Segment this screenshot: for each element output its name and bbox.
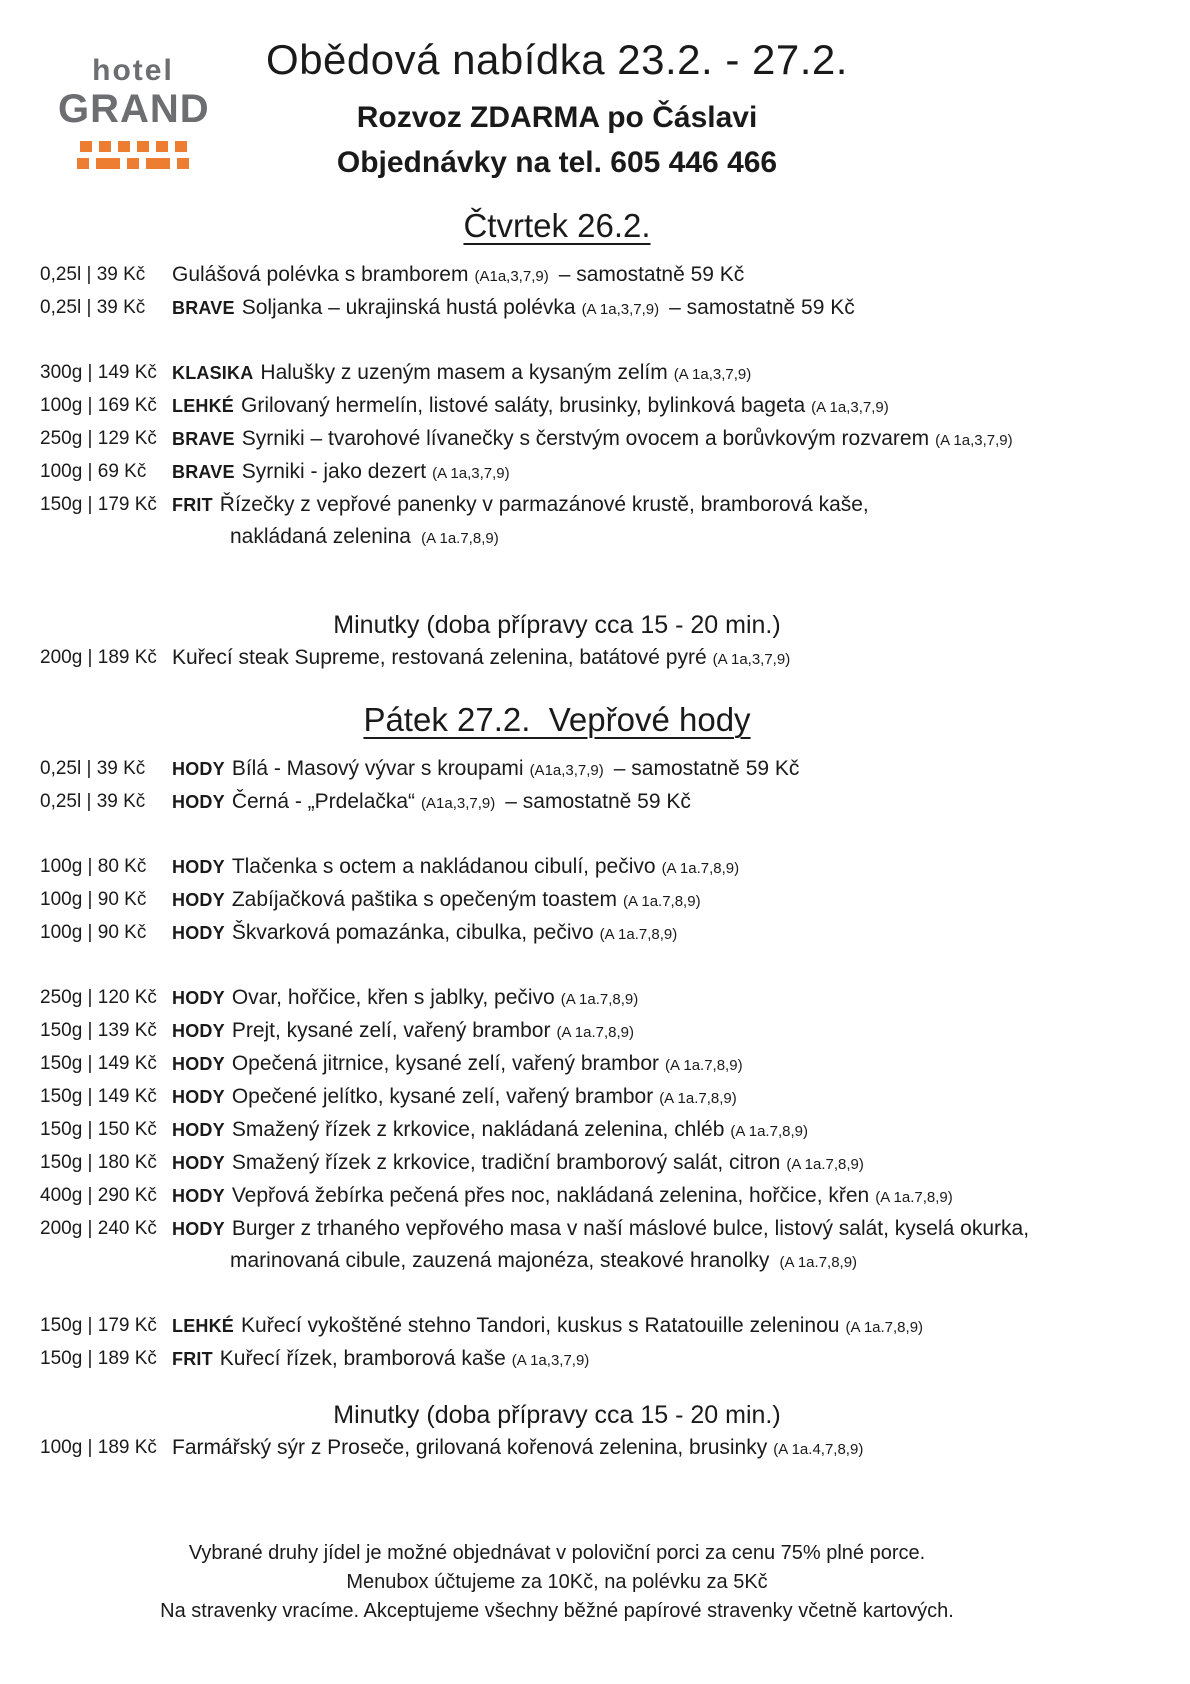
item-allergens: (A 1a,3,7,9)	[712, 651, 791, 669]
minutky-note: Minutky (doba přípravy cca 15 - 20 min.)	[333, 611, 781, 640]
item-allergens: (A 1a,3,7,9)	[432, 465, 510, 483]
item-allergens: (A 1a.7,8,9)	[416, 530, 499, 548]
item-name-continued: nakládaná zelenina	[230, 525, 411, 549]
menu-item-row	[0, 489, 1190, 554]
menu-item-row	[0, 753, 1190, 786]
portion-price: 200g | 189 Kč	[40, 647, 157, 669]
item-description	[172, 642, 1190, 675]
item-allergens: (A 1a.7,8,9)	[556, 1024, 635, 1042]
menu-item-row	[0, 357, 1190, 390]
portion-price: 400g | 290 Kč	[40, 1185, 157, 1207]
item-name: Opečené jelítko, kysané zelí, vařený brambor	[231, 1085, 654, 1109]
footer-note: Na stravenky vracíme. Akceptujeme všechny běžné papírové stravenky včetně kartových.	[160, 1600, 954, 1622]
item-allergens: (A 1a.7,8,9)	[659, 1090, 737, 1108]
item-tag: HODY	[172, 792, 225, 813]
item-name: Syrniki – tvarohové lívanečky s čerstvým ovocem a borůvkovým rozvarem	[241, 427, 930, 451]
menu-item-row	[0, 1343, 1190, 1376]
menu-item-row	[0, 1015, 1190, 1048]
item-description	[172, 851, 1190, 884]
item-tag: HODY	[172, 1054, 225, 1075]
item-allergens: (A 1a.7,8,9)	[875, 1189, 953, 1207]
item-name: Burger z trhaného vepřového masa v naší máslové bulce, listový salát, kyselá okurka,	[231, 1217, 1030, 1241]
item-description	[172, 1015, 1190, 1048]
menu-item-row	[0, 292, 1190, 325]
item-name: Řízečky z vepřové panenky v parmazánové krustě, bramborová kaše,	[219, 493, 869, 517]
item-description	[172, 1114, 1190, 1147]
portion-price: 0,25l | 39 Kč	[40, 758, 146, 780]
portion-price: 200g | 240 Kč	[40, 1218, 157, 1240]
page-title: Obědová nabídka 23.2. - 27.2.	[266, 36, 848, 83]
menu-item-row	[0, 1213, 1190, 1278]
item-description	[172, 489, 1190, 554]
item-description	[172, 786, 1190, 819]
item-tag: HODY	[172, 1153, 225, 1174]
item-description	[172, 357, 1190, 390]
portion-price: 100g | 69 Kč	[40, 461, 147, 483]
menu-footer	[0, 1539, 1190, 1626]
item-tag: HODY	[172, 1219, 225, 1240]
portion-price: 150g | 180 Kč	[40, 1152, 157, 1174]
item-extra-price: – samostatně 59 Kč	[669, 296, 855, 320]
menu-item-row	[0, 1114, 1190, 1147]
hotel-grand-logo	[58, 54, 208, 169]
item-tag: LEHKÉ	[172, 1316, 235, 1337]
item-allergens: (A1a,3,7,9)	[421, 795, 496, 813]
item-tag: BRAVE	[172, 429, 235, 450]
portion-price: 100g | 169 Kč	[40, 395, 157, 417]
item-name: Tlačenka s octem a nakládanou cibulí, pečivo	[231, 855, 656, 879]
logo-text-hotel: hotel	[92, 54, 174, 87]
portion-price: 150g | 149 Kč	[40, 1086, 157, 1108]
item-description	[172, 1147, 1190, 1180]
item-name: Soljanka – ukrajinská hustá polévka	[241, 296, 576, 320]
item-allergens: (A1a,3,7,9)	[529, 762, 604, 780]
dash-row-bottom	[58, 158, 208, 169]
item-description	[172, 259, 1190, 292]
item-description	[172, 1213, 1190, 1278]
spacer	[0, 819, 1190, 851]
portion-price: 300g | 149 Kč	[40, 362, 157, 384]
item-name: Farmářský sýr z Proseče, grilovaná kořenová zelenina, brusinky	[172, 1436, 768, 1460]
item-description	[172, 917, 1190, 950]
item-description	[172, 1432, 1190, 1465]
menu-item-row	[0, 1180, 1190, 1213]
portion-price: 150g | 149 Kč	[40, 1053, 157, 1075]
item-description	[172, 1343, 1190, 1376]
item-tag: LEHKÉ	[172, 396, 235, 417]
item-allergens: (A 1a.7,8,9)	[786, 1156, 864, 1174]
delivery-note: Rozvoz ZDARMA po Čáslavi	[356, 101, 758, 135]
item-description	[172, 982, 1190, 1015]
item-tag: BRAVE	[172, 298, 235, 319]
menu-item-row	[0, 884, 1190, 917]
menu-item-row	[0, 1432, 1190, 1465]
item-allergens: (A 1a,3,7,9)	[673, 366, 752, 384]
item-name-continued: marinovaná cibule, zauzená majonéza, steakové hranolky	[230, 1249, 770, 1273]
item-name: Opečená jitrnice, kysané zelí, vařený brambor	[231, 1052, 660, 1076]
item-description	[172, 1180, 1190, 1213]
item-allergens: (A 1a.7,8,9)	[845, 1319, 924, 1337]
item-name: Vepřová žebírka pečená přes noc, nakládaná zelenina, hořčice, křen	[231, 1184, 870, 1208]
item-name: Halušky z uzeným masem a kysaným zelím	[260, 361, 668, 385]
footer-note: Menubox účtujeme za 10Kč, na polévku za 5Kč	[346, 1571, 768, 1593]
item-tag: HODY	[172, 759, 225, 780]
portion-price: 250g | 120 Kč	[40, 987, 157, 1009]
item-extra-price: – samostatně 59 Kč	[613, 757, 800, 781]
item-tag: FRIT	[172, 495, 213, 516]
item-name: Grilovaný hermelín, listové saláty, brusinky, bylinková bageta	[241, 394, 806, 418]
menu-item-row	[0, 642, 1190, 675]
item-second-line	[172, 1245, 1166, 1278]
item-allergens: (A 1a.7,8,9)	[661, 860, 740, 878]
spacer	[0, 325, 1190, 357]
menu-item-row	[0, 1048, 1190, 1081]
item-allergens: (A 1a.7,8,9)	[665, 1057, 743, 1075]
item-allergens: (A 1a.7,8,9)	[775, 1254, 858, 1272]
item-tag: HODY	[172, 1120, 225, 1141]
item-allergens: (A 1a.7,8,9)	[599, 926, 678, 944]
item-tag: FRIT	[172, 1349, 213, 1370]
item-allergens: (A 1a,3,7,9)	[511, 1352, 590, 1370]
item-description	[172, 1048, 1190, 1081]
item-name: Ovar, hořčice, křen s jablky, pečivo	[231, 986, 555, 1010]
item-name: Kuřecí vykoštěné stehno Tandori, kuskus s Ratatouille zeleninou	[241, 1314, 840, 1338]
menu-item-row	[0, 390, 1190, 423]
portion-price: 0,25l | 39 Kč	[40, 264, 146, 286]
item-allergens: (A 1a.7,8,9)	[623, 893, 701, 911]
item-description	[172, 1081, 1190, 1114]
item-tag: BRAVE	[172, 462, 235, 483]
menu-item-row	[0, 917, 1190, 950]
portion-price: 150g | 189 Kč	[40, 1348, 157, 1370]
item-allergens: (A 1a,3,7,9)	[811, 399, 889, 417]
item-description	[172, 456, 1190, 489]
logo-dashes-icon	[58, 141, 208, 169]
menu-item-row	[0, 1147, 1190, 1180]
item-name: Kuřecí řízek, bramborová kaše	[219, 1347, 506, 1371]
portion-price: 100g | 189 Kč	[40, 1437, 157, 1459]
item-allergens: (A 1a.7,8,9)	[730, 1123, 808, 1141]
menu-item-row	[0, 982, 1190, 1015]
item-tag: HODY	[172, 1021, 225, 1042]
logo-text-grand: GRAND	[58, 87, 210, 131]
section-body	[0, 753, 1190, 1465]
phone-order-note: Objednávky na tel. 605 446 466	[336, 146, 778, 180]
item-tag: HODY	[172, 923, 225, 944]
item-tag: KLASIKA	[172, 363, 254, 384]
item-allergens: (A 1a,3,7,9)	[935, 432, 1013, 450]
item-allergens: (A1a,3,7,9)	[474, 268, 549, 286]
item-description	[172, 423, 1190, 456]
item-extra-price: – samostatně 59 Kč	[505, 790, 691, 814]
menu-item-row	[0, 786, 1190, 819]
item-description	[172, 884, 1190, 917]
spacer	[0, 1278, 1190, 1310]
item-description	[172, 292, 1190, 325]
item-name: Smažený řízek z krkovice, tradiční bramborový salát, citron	[231, 1151, 781, 1175]
footer-note: Vybrané druhy jídel je možné objednávat v poloviční porci za cenu 75% plné porce.	[188, 1542, 926, 1564]
item-name: Zabíjačková paštika s opečeným toastem	[231, 888, 618, 912]
item-second-line	[172, 521, 1166, 554]
portion-price: 0,25l | 39 Kč	[40, 297, 146, 319]
item-allergens: (A 1a.4,7,8,9)	[773, 1441, 864, 1459]
dash-row-top	[58, 141, 208, 152]
item-description	[172, 390, 1190, 423]
menu-header	[0, 36, 1190, 181]
item-tag: HODY	[172, 857, 225, 878]
item-tag: HODY	[172, 1186, 225, 1207]
section-title: Čtvrtek 26.2.	[463, 207, 651, 245]
portion-price: 150g | 139 Kč	[40, 1020, 157, 1042]
item-allergens: (A 1a.7,8,9)	[560, 991, 639, 1009]
section-title: Pátek 27.2. Vepřové hody	[363, 701, 751, 739]
item-extra-price: – samostatně 59 Kč	[558, 263, 745, 287]
item-name: Bílá - Masový vývar s kroupami	[231, 757, 524, 781]
menu-item-row	[0, 456, 1190, 489]
portion-price: 100g | 90 Kč	[40, 922, 147, 944]
menu-item-row	[0, 1081, 1190, 1114]
portion-price: 250g | 129 Kč	[40, 428, 157, 450]
menu-item-row	[0, 259, 1190, 292]
menu-item-row	[0, 851, 1190, 884]
item-name: Smažený řízek z krkovice, nakládaná zelenina, chléb	[231, 1118, 725, 1142]
section-body	[0, 259, 1190, 675]
item-tag: HODY	[172, 890, 225, 911]
spacer	[0, 950, 1190, 982]
item-tag: HODY	[172, 988, 225, 1009]
item-name: Prejt, kysané zelí, vařený brambor	[231, 1019, 551, 1043]
item-tag: HODY	[172, 1087, 225, 1108]
item-name: Černá - „Prdelačka“	[231, 790, 416, 814]
item-name: Škvarková pomazánka, cibulka, pečivo	[231, 921, 594, 945]
portion-price: 150g | 150 Kč	[40, 1119, 157, 1141]
item-allergens: (A 1a,3,7,9)	[581, 301, 660, 319]
portion-price: 150g | 179 Kč	[40, 1315, 157, 1337]
portion-price: 150g | 179 Kč	[40, 494, 157, 516]
item-description	[172, 753, 1190, 786]
item-name: Kuřecí steak Supreme, restovaná zelenina, batátové pyré	[172, 646, 707, 670]
menu-day-section	[0, 207, 1190, 675]
item-name: Gulášová polévka s bramborem	[172, 263, 469, 287]
portion-price: 100g | 90 Kč	[40, 889, 147, 911]
menu-sections	[0, 181, 1190, 1465]
footer-lines	[0, 1539, 1190, 1626]
portion-price: 0,25l | 39 Kč	[40, 791, 146, 813]
minutky-note: Minutky (doba přípravy cca 15 - 20 min.)	[333, 1401, 781, 1430]
menu-item-row	[0, 1310, 1190, 1343]
menu-item-row	[0, 423, 1190, 456]
portion-price: 100g | 80 Kč	[40, 856, 147, 878]
spacer	[0, 554, 1190, 586]
menu-day-section	[0, 701, 1190, 1465]
item-description	[172, 1310, 1190, 1343]
item-name: Syrniki - jako dezert	[241, 460, 427, 484]
